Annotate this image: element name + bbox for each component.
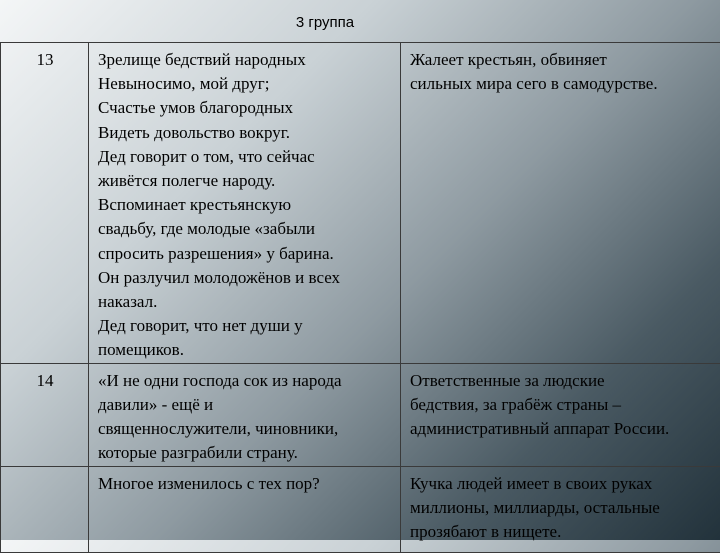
text-line: давили» - ещё и	[98, 393, 392, 417]
text-line: Дед говорит, что нет души у	[98, 314, 392, 338]
text-line: наказал.	[98, 290, 392, 314]
row-number: 13	[1, 43, 89, 364]
text-line: сильных мира сего в самодурстве.	[410, 72, 714, 96]
row-number	[1, 466, 89, 552]
text-line: Вспоминает крестьянскую	[98, 193, 392, 217]
text-line: Невыносимо, мой друг;	[98, 72, 392, 96]
text-line: «И не одни господа сок из народа	[98, 369, 392, 393]
text-line: спросить разрешения» у барина.	[98, 242, 392, 266]
description-cell	[89, 363, 401, 466]
text-line: живётся полегче народу.	[98, 169, 392, 193]
description-cell	[89, 466, 401, 552]
text-line: священнослужители, чиновники,	[98, 417, 392, 441]
text-line: Он разлучил молодожёнов и всех	[98, 266, 392, 290]
text-line: Дед говорит о том, что сейчас	[98, 145, 392, 169]
conclusion-cell	[401, 363, 720, 466]
text-line: которые разграбили страну.	[98, 441, 392, 465]
slide-title: 3 группа	[0, 14, 650, 31]
text-line: Счастье умов благородных	[98, 96, 392, 120]
text-line: Кучка людей имеет в своих руках	[410, 472, 714, 496]
table-row	[1, 43, 720, 364]
text-line: Видеть довольство вокруг.	[98, 121, 392, 145]
table-row	[1, 363, 720, 466]
text-line: Ответственные за людские	[410, 369, 714, 393]
text-line: бедствия, за грабёж страны –	[410, 393, 714, 417]
text-line: административный аппарат России.	[410, 417, 714, 441]
conclusion-cell	[401, 43, 720, 364]
description-cell	[89, 43, 401, 364]
conclusion-cell	[401, 466, 720, 552]
text-line: свадьбу, где молодые «забыли	[98, 217, 392, 241]
text-line: прозябают в нищете.	[410, 520, 714, 544]
text-line: Жалеет крестьян, обвиняет	[410, 48, 714, 72]
content-table	[0, 42, 720, 553]
text-line: Зрелище бедствий народных	[98, 48, 392, 72]
text-line: миллионы, миллиарды, остальные	[410, 496, 714, 520]
text-line: Многое изменилось с тех пор?	[98, 472, 392, 496]
text-line: помещиков.	[98, 338, 392, 362]
row-number: 14	[1, 363, 89, 466]
table-row	[1, 466, 720, 552]
